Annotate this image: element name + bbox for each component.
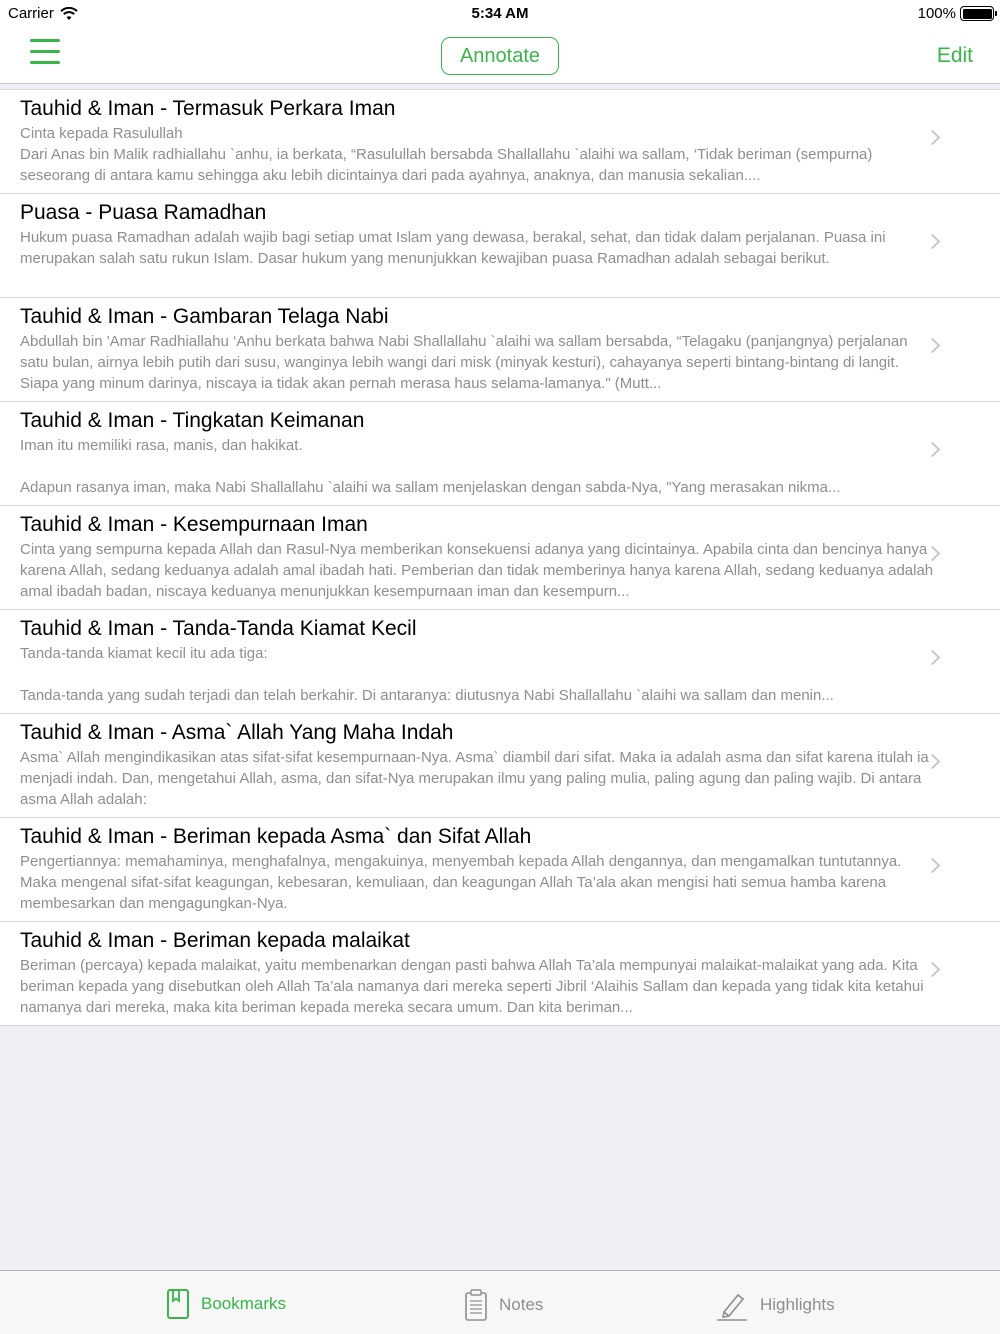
bookmark-list [0, 89, 1000, 1026]
carrier-label: Carrier [8, 5, 54, 22]
list-item[interactable] [0, 818, 1000, 922]
navigation-bar [0, 28, 1000, 84]
list-item[interactable] [0, 506, 1000, 610]
item-title: Tauhid & Iman - Gambaran Telaga Nabi [20, 305, 389, 328]
item-title: Tauhid & Iman - Termasuk Perkara Iman [20, 97, 396, 120]
annotate-button[interactable]: Annotate [441, 37, 559, 75]
item-excerpt: Beriman (percaya) kepada malaikat, yaitu membenarkan dengan pasti bahwa Allah Ta’ala mempunyai malaikat-malaikat yang ada. Kita beriman kepada yang disebutkan oleh Allah Ta’ala namanya dari mereka seperti Jibril ‘Alaihis Sallam dan kepada yang tidak kita ketahui namanya dari mereka, maka kita beriman kepada mereka secara umum. Dan kita beriman... [20, 957, 924, 1016]
list-item[interactable] [0, 714, 1000, 818]
item-excerpt: Cinta yang sempurna kepada Allah dan Rasul-Nya memberikan konsekuensi adanya yang dicintainya. Apabila cinta dan bencinya hanya karena Allah, sedang keduanya adalah amal ibadah hati. Pemberian dan tidak memberinya hanya karena Allah, sedang keduanya adalah amal ibadah badan, niscaya keduanya menunjukkan kesempurnaan iman dan kesempurn... [20, 541, 934, 600]
list-item[interactable] [0, 90, 1000, 194]
tab-highlights[interactable] [716, 1289, 835, 1321]
list-item[interactable] [0, 922, 1000, 1026]
tab-bookmarks-label: Bookmarks [201, 1294, 287, 1313]
item-title: Tauhid & Iman - Tingkatan Keimanan [20, 409, 365, 432]
status-bar [0, 0, 1000, 28]
menu-button[interactable] [30, 39, 64, 69]
item-excerpt: Cinta kepada Rasulullah Dari Anas bin Malik radhiallahu `anhu, ia berkata, “Rasulullah bersabda Shallallahu `alaihi wa sallam, ‘Tidak beriman (sempurna) seseorang di antara kamu sehingga aku lebih dicintainya dari pada ayahnya, anaknya, dan manusia sekalian.... [20, 125, 873, 184]
item-title: Tauhid & Iman - Kesempurnaan Iman [20, 513, 368, 536]
item-excerpt: Tanda-tanda kiamat kecil itu ada tiga: Tanda-tanda yang sudah terjadi dan telah berkahir. Di antaranya: diutusnya Nabi Shallallahu `alaihi wa sallam dan menin... [20, 645, 834, 704]
status-time: 5:34 AM [471, 5, 529, 22]
item-excerpt: Hukum puasa Ramadhan adalah wajib bagi setiap umat Islam yang dewasa, berakal, sehat, dan tidak dalam perjalanan. Puasa ini merupakan salah satu rukun Islam. Dasar hukum yang menunjukkan kewajiban puasa Ramadhan adalah sebagai berikut. [20, 229, 886, 267]
tab-highlights-label: Highlights [760, 1295, 835, 1314]
tab-bar [0, 1270, 1000, 1334]
item-title: Puasa - Puasa Ramadhan [20, 201, 267, 224]
tab-bookmarks[interactable] [167, 1289, 286, 1319]
edit-button[interactable]: Edit [936, 44, 973, 67]
bookmark-icon [167, 1289, 189, 1319]
item-title: Tauhid & Iman - Asma` Allah Yang Maha Indah [20, 721, 454, 744]
list-item[interactable] [0, 194, 1000, 298]
battery-icon [960, 6, 994, 21]
item-excerpt: Pengertiannya: memahaminya, menghafalnya, mengakuinya, menyembah kepada Allah dengannya, dan mengamalkan tuntutannya. Maka mengenal sifat-sifat keagungan, kebesaran, kemuliaan, dan keagungan Allah Ta’ala akan mengisi hati semua hamba karena membesarkan dan mengagungkan-Nya. [20, 853, 902, 912]
item-excerpt: Iman itu memiliki rasa, manis, dan hakikat. Adapun rasanya iman, maka Nabi Shallallahu `alaihi wa sallam menjelaskan dengan sabda-Nya, "Yang merasakan nikma... [20, 437, 841, 496]
list-item[interactable] [0, 298, 1000, 402]
item-title: Tauhid & Iman - Beriman kepada malaikat [20, 929, 410, 952]
item-title: Tauhid & Iman - Beriman kepada Asma` dan Sifat Allah [20, 825, 532, 848]
tab-notes[interactable] [465, 1289, 543, 1321]
list-item[interactable] [0, 402, 1000, 506]
hamburger-icon [30, 39, 60, 42]
battery-percent: 100% [917, 5, 956, 22]
item-excerpt: Asma` Allah mengindikasikan atas sifat-sifat kesempurnaan-Nya. Asma` diambil dari sifat. Maka ia adalah asma dan sifat karena itulah ia menjadi indah. Dan, mengetahui Allah, asma, dan sifat-Nya merupakan ilmu yang paling mulia, paling agung dan paling wajib. Di antara asma Allah adalah: [20, 749, 929, 808]
item-title: Tauhid & Iman - Tanda-Tanda Kiamat Kecil [20, 617, 417, 640]
item-excerpt: Abdullah bin 'Amar Radhiallahu ‘Anhu berkata bahwa Nabi Shallallahu `alaihi wa sallam bersabda, “Telagaku (panjangnya) perjalanan satu bulan, airnya lebih putih dari susu, wanginya lebih wangi dari misk (minyak kesturi), cahayanya seperti bintang-bintang di langit. Siapa yang minum darinya, niscaya ia tidak akan pernah merasa haus selama-lamanya." (Mutt... [20, 333, 908, 392]
notes-icon [465, 1289, 487, 1321]
tab-notes-label: Notes [499, 1295, 544, 1314]
list-item[interactable] [0, 610, 1000, 714]
highlighter-icon [716, 1289, 748, 1321]
